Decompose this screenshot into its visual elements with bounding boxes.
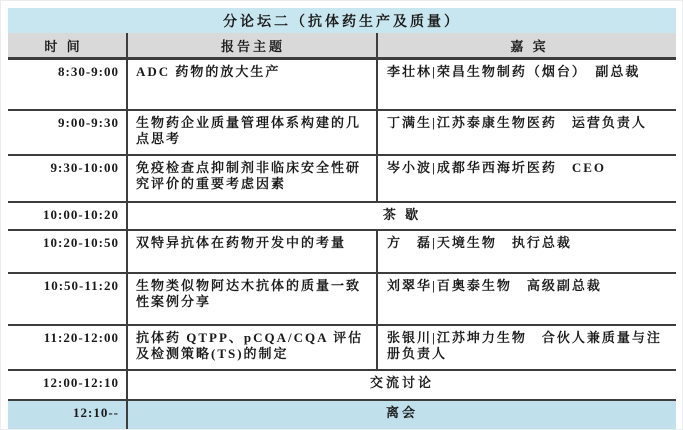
topic-cell: 抗体药 QTPP、pCQA/CQA 评估及检测策略(TS)的制定 — [128, 326, 378, 369]
topic-cell: 生物类似物阿达木抗体的质量一致性案例分享 — [128, 274, 378, 324]
guest-cell: 丁满生|江苏泰康生物医药 运营负责人 — [387, 115, 647, 130]
guest-cell: 李壮林|荣昌生物制药（烟台） 副总裁 — [387, 64, 641, 79]
table-title: 分论坛二（抗体药生产及质量） — [223, 14, 461, 30]
time-cell: 8:30-9:00 — [8, 60, 128, 109]
time-cell: 10:00-10:20 — [8, 203, 128, 229]
merged-session-cell: 茶 歇 — [382, 207, 422, 222]
guest-cell: 张银川|江苏坤力生物 合伙人兼质量与注册负责人 — [387, 330, 662, 361]
topic-cell: 免疫检查点抑制剂非临床安全性研究评价的重要考虑因素 — [128, 156, 378, 201]
time-cell: 9:00-9:30 — [8, 111, 128, 154]
merged-session-cell: 离会 — [385, 405, 418, 420]
merged-session-cell: 交流讨论 — [369, 375, 434, 390]
forum-schedule-table — [8, 8, 676, 429]
table-row — [8, 154, 676, 201]
guest-cell: 方 磊|天境生物 执行总裁 — [387, 235, 572, 250]
time-cell: 9:30-10:00 — [8, 156, 128, 201]
table-row — [8, 324, 676, 369]
column-header-topic: 报告主题 — [128, 33, 378, 57]
topic-cell: ADC 药物的放大生产 — [128, 60, 378, 109]
time-cell: 11:20-12:00 — [8, 326, 128, 369]
table-row — [8, 369, 676, 399]
table-header-row — [8, 33, 676, 60]
guest-cell: 岑小波|成都华西海圻医药 CEO — [387, 160, 607, 175]
topic-cell: 双特异抗体在药物开发中的考量 — [128, 231, 378, 272]
table-row — [8, 229, 676, 272]
guest-cell: 刘翠华|百奥泰生物 高级副总裁 — [387, 278, 602, 293]
table-title-row — [8, 8, 676, 33]
table-row — [8, 272, 676, 324]
table-row — [8, 60, 676, 109]
time-cell: 10:20-10:50 — [8, 231, 128, 272]
table-row — [8, 399, 676, 429]
topic-cell: 生物药企业质量管理体系构建的几点思考 — [128, 111, 378, 154]
table-row — [8, 109, 676, 154]
table-row — [8, 201, 676, 229]
time-cell: 12:00-12:10 — [8, 371, 128, 399]
time-cell: 10:50-11:20 — [8, 274, 128, 324]
column-header-time: 时 间 — [8, 33, 128, 57]
time-cell: 12:10-- — [8, 401, 128, 429]
column-header-guest: 嘉 宾 — [510, 39, 549, 54]
